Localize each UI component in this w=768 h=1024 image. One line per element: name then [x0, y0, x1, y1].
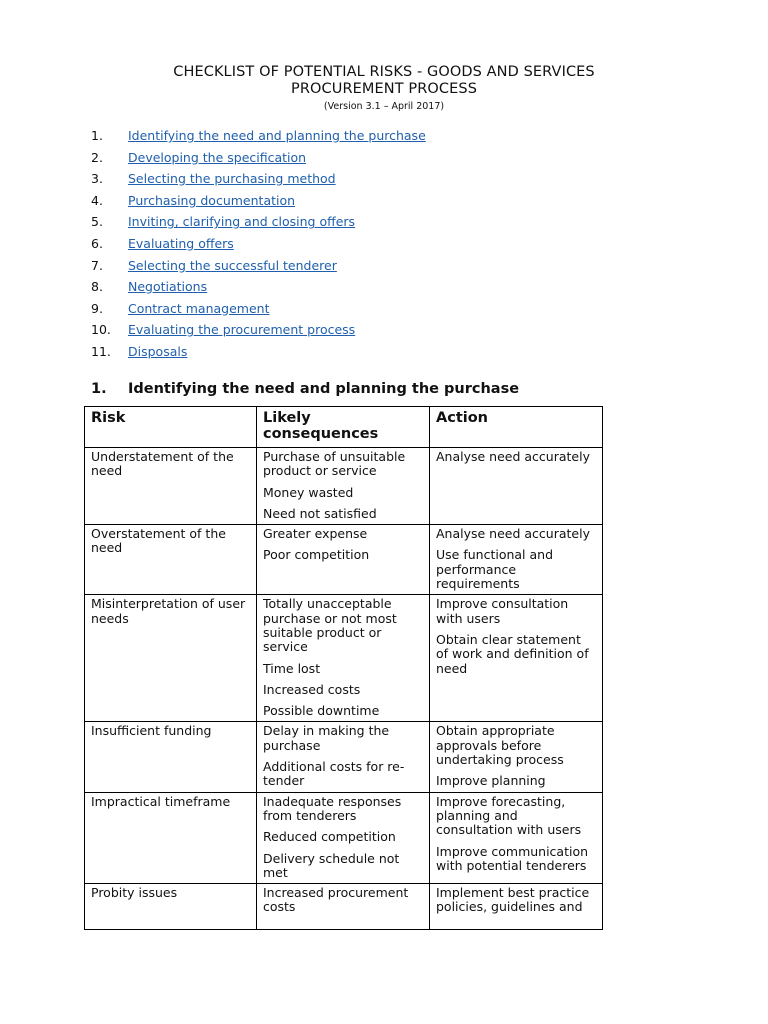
consequences-cell: [257, 884, 430, 930]
risk-cell: [85, 884, 257, 930]
toc-item: [91, 322, 426, 344]
table-row: [85, 792, 603, 883]
toc-number: 4.: [91, 192, 103, 208]
toc-item: [91, 301, 426, 323]
toc-item: [91, 214, 426, 236]
risk-cell: [85, 792, 257, 883]
toc-number: 10.: [91, 322, 111, 338]
action-item: Improve consultation with users: [436, 596, 569, 626]
toc-number: 7.: [91, 257, 103, 273]
action-item: Use functional and performance requirements: [436, 547, 554, 592]
consequence-item: Time lost: [263, 660, 321, 676]
risk-cell: [85, 448, 257, 525]
consequence-item: Purchase of unsuitable product or service: [263, 449, 406, 479]
consequence-item: Inadequate responses from tenderers: [263, 793, 402, 823]
risk-cell: [85, 525, 257, 595]
toc-link-successful-tenderer[interactable]: Selecting the successful tenderer: [128, 257, 337, 273]
toc-link-negotiations[interactable]: Negotiations: [128, 279, 208, 295]
action-cell: [430, 525, 603, 595]
section-number: 1.: [91, 381, 107, 397]
risk-cell: [85, 595, 257, 722]
risk-text: Overstatement of the need: [91, 526, 226, 556]
table-row: [85, 448, 603, 525]
consequence-item: Money wasted: [263, 484, 354, 500]
toc-number: 1.: [91, 128, 103, 143]
consequence-item: Additional costs for re-tender: [263, 759, 405, 789]
action-item: Obtain appropriate approvals before undertaking process: [436, 723, 564, 768]
action-item: Obtain clear statement of work and definition of need: [436, 631, 589, 676]
risk-text: Understatement of the need: [91, 449, 234, 479]
toc-item: [91, 279, 426, 301]
toc-number: 8.: [91, 279, 103, 295]
action-item: Analyse need accurately: [436, 449, 590, 464]
consequence-item: Possible downtime: [263, 703, 380, 719]
risk-text: Impractical timeframe: [91, 793, 231, 809]
action-cell: [430, 792, 603, 883]
toc-number: 6.: [91, 235, 103, 251]
action-item: Analyse need accurately: [436, 526, 590, 542]
table-row: [85, 884, 603, 930]
column-header-action: Action: [430, 407, 603, 448]
consequence-item: Totally unacceptable purchase or not most suitable product or service: [263, 596, 397, 655]
risk-text: Insufficient funding: [91, 723, 212, 739]
consequence-item: Increased procurement costs: [263, 885, 409, 915]
toc-number: 2.: [91, 149, 103, 165]
consequence-item: Greater expense: [263, 526, 368, 542]
toc-link-purchasing-documentation[interactable]: Purchasing documentation: [128, 192, 296, 208]
toc-number: 3.: [91, 171, 103, 187]
toc-number: 11.: [91, 343, 111, 359]
section-heading: [91, 381, 519, 397]
action-cell: [430, 595, 603, 722]
consequences-cell: [257, 792, 430, 883]
consequences-cell: [257, 448, 430, 525]
toc-number: 5.: [91, 214, 103, 230]
toc-link-inviting-offers[interactable]: Inviting, clarifying and closing offers: [128, 214, 356, 230]
table-of-contents: [91, 128, 426, 366]
toc-item: [91, 236, 426, 258]
toc-item: [91, 193, 426, 215]
risk-cell: [85, 722, 257, 792]
consequences-cell: [257, 525, 430, 595]
toc-number: 9.: [91, 300, 103, 316]
action-cell: [430, 448, 603, 525]
document-title-line-2: PROCUREMENT PROCESS: [290, 81, 478, 97]
action-cell: [430, 722, 603, 792]
toc-link-evaluating-process[interactable]: Evaluating the procurement process: [128, 322, 356, 338]
consequence-item: Delivery schedule not met: [263, 850, 400, 880]
action-item: Improve planning: [436, 773, 546, 789]
consequences-cell: [257, 595, 430, 722]
toc-item: [91, 258, 426, 280]
risk-table: [84, 406, 603, 930]
consequence-item: Delay in making the purchase: [263, 723, 390, 753]
consequence-item: Reduced competition: [263, 829, 396, 845]
action-item: Improve communication with potential tenderers: [436, 843, 589, 873]
toc-link-purchasing-method[interactable]: Selecting the purchasing method: [128, 171, 336, 187]
toc-item: [91, 344, 426, 366]
toc-link-developing-specification[interactable]: Developing the specification: [128, 149, 307, 165]
risk-text: Probity issues: [91, 885, 178, 901]
section-title: Identifying the need and planning the purchase: [128, 381, 520, 397]
column-header-risk: Risk: [85, 407, 257, 448]
toc-item: [91, 128, 426, 150]
table-row: [85, 722, 603, 792]
toc-link-disposals[interactable]: Disposals: [128, 343, 188, 359]
toc-item: [91, 171, 426, 193]
toc-item: [91, 150, 426, 172]
action-cell: [430, 884, 603, 930]
table-header-row: [85, 407, 603, 448]
version-note: (Version 3.1 – April 2017): [323, 101, 445, 112]
table-row: [85, 595, 603, 722]
document-title-line-1: CHECKLIST OF POTENTIAL RISKS - GOODS AND SERVICES: [173, 64, 595, 80]
toc-link-evaluating-offers[interactable]: Evaluating offers: [128, 235, 234, 251]
column-header-consequences: Likely consequences: [257, 407, 430, 448]
table-row: [85, 525, 603, 595]
risk-text: Misinterpretation of user needs: [91, 596, 246, 626]
consequence-item: Poor competition: [263, 547, 370, 563]
toc-link-contract-management[interactable]: Contract management: [128, 300, 270, 316]
action-item: Improve forecasting, planning and consultation with users: [436, 793, 582, 838]
toc-link-identifying-need[interactable]: Identifying the need and planning the purchase: [128, 128, 426, 143]
consequence-item: Need not satisfied: [263, 505, 377, 521]
consequence-item: Increased costs: [263, 681, 361, 697]
consequences-cell: [257, 722, 430, 792]
action-item: Implement best practice policies, guidelines and: [436, 885, 590, 915]
